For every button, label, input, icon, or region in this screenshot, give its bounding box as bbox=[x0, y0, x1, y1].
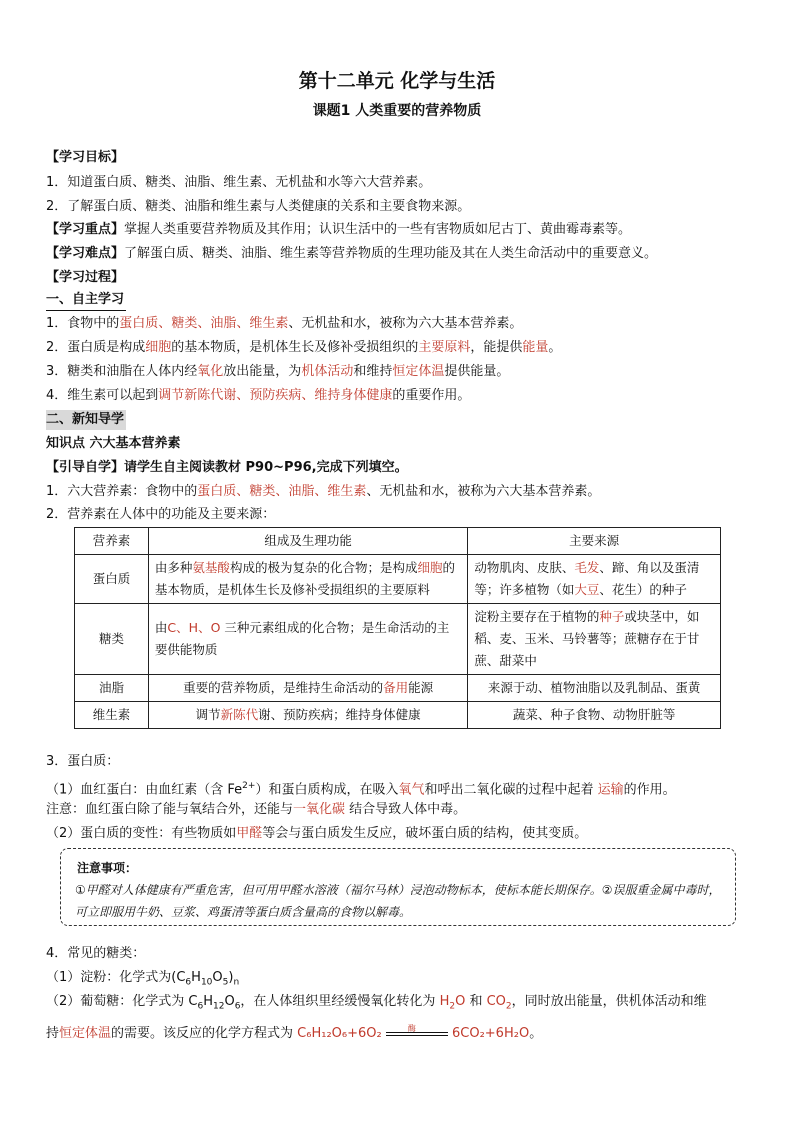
text: 三种元素组成的化合物；是生命活动的主要供能物质 bbox=[154, 620, 450, 657]
text: 、 bbox=[236, 388, 250, 403]
answer-text: O bbox=[210, 620, 221, 635]
nutrient-table bbox=[74, 527, 721, 729]
text: ) bbox=[228, 970, 234, 985]
text: 、 bbox=[275, 484, 289, 499]
answer-text: 大豆 bbox=[574, 582, 600, 597]
text: 、 bbox=[176, 620, 189, 635]
new-study-line-1 bbox=[46, 482, 600, 502]
answer-text: H bbox=[188, 620, 199, 635]
key-label: 【学习重点】 bbox=[46, 222, 125, 237]
text: 重要的营养物质，是维持生命活动的 bbox=[183, 680, 384, 695]
text: H bbox=[203, 994, 213, 1009]
text: 提供能量。 bbox=[444, 364, 510, 379]
self-study-line-2 bbox=[46, 338, 561, 358]
source-cell bbox=[468, 604, 721, 675]
table-row bbox=[75, 555, 721, 604]
answer-text: H bbox=[439, 994, 450, 1009]
text: ）和蛋白质构成，在吸入 bbox=[255, 782, 399, 798]
reaction-arrow bbox=[386, 1023, 448, 1039]
answer-text: 糖类 bbox=[249, 484, 276, 499]
nutrient-name: 蛋白质 bbox=[75, 555, 149, 604]
answer-text: 蛋白质 bbox=[197, 484, 237, 499]
answer-text: 调节新陈代谢 bbox=[158, 388, 237, 403]
text: 由 bbox=[154, 620, 168, 635]
answer-text: 机体活动 bbox=[301, 364, 354, 379]
self-study-heading: 一、自主学习 bbox=[46, 290, 126, 311]
text: 由多种 bbox=[154, 560, 193, 575]
text: （1）淀粉：化学式为(C bbox=[46, 970, 186, 985]
text: 的重要作用。 bbox=[392, 388, 471, 403]
text: 淀粉主要存在于植物的 bbox=[474, 609, 600, 624]
reaction-condition: 酶 bbox=[407, 1023, 416, 1033]
answer-text: 蛋白质 bbox=[119, 316, 159, 331]
answer-text: 细胞 bbox=[145, 340, 172, 355]
subscript: 6 bbox=[234, 1001, 241, 1012]
nutrient-name: 油脂 bbox=[75, 675, 149, 702]
text: 、 bbox=[197, 316, 211, 331]
answer-text: 运输 bbox=[597, 782, 624, 798]
difficult-points bbox=[46, 244, 657, 264]
answer-text: 甲醛 bbox=[236, 826, 263, 841]
answer-text: 维生素 bbox=[249, 316, 289, 331]
table-row bbox=[75, 702, 721, 729]
answer-text: 恒定体温 bbox=[392, 364, 445, 379]
text: （2）葡萄糖：化学式为 C bbox=[46, 994, 198, 1009]
table-header: 组成及生理功能 bbox=[148, 528, 467, 555]
table-row bbox=[75, 604, 721, 675]
answer-text: 预防疾病 bbox=[249, 388, 302, 403]
text: 持 bbox=[46, 1026, 60, 1041]
subscript: 10 bbox=[200, 977, 213, 988]
text: 1．食物中的 bbox=[46, 316, 120, 331]
goal-item: 2．了解蛋白质、糖类、油脂和维生素与人类健康的关系和主要食物来源。 bbox=[46, 199, 471, 214]
difficulty-text: 了解蛋白质、糖类、油脂、维生素等营养物质的生理功能及其在人类生命活动中的重要意义。 bbox=[124, 246, 658, 261]
text: ，在人体组织里经缓慢氧化转化为 bbox=[240, 994, 440, 1009]
text: 、 bbox=[236, 484, 250, 499]
text: 注意：血红蛋白除了能与氧结合外，还能与 bbox=[46, 802, 294, 817]
table-row bbox=[75, 675, 721, 702]
text: 、花生）的种子 bbox=[599, 582, 687, 597]
text: 能源 bbox=[408, 680, 434, 695]
new-study-line-2: 2．营养素在人体中的功能及主要来源： bbox=[46, 507, 276, 522]
subscript: 6 bbox=[197, 1001, 204, 1012]
function-cell bbox=[148, 675, 467, 702]
text: 4．维生素可以起到 bbox=[46, 388, 159, 403]
guide-text: 【引导自学】请学生自主阅读教材 P90~P96,完成下列填空。 bbox=[46, 460, 408, 475]
knowledge-point: 知识点 六大基本营养素 bbox=[46, 436, 181, 451]
answer-text: O bbox=[455, 994, 466, 1009]
protein-line-1 bbox=[46, 776, 676, 800]
equation-reactants: C₆H₁₂O₆+6O₂ bbox=[297, 1026, 382, 1041]
protein-note bbox=[46, 800, 466, 820]
answer-text: 细胞 bbox=[417, 560, 443, 575]
text: （1）血红蛋白：由血红素（含 Fe bbox=[46, 782, 243, 798]
key-text: 掌握人类重要营养物质及其作用；认识生活中的一些有害物质如尼古丁、黄曲霉毒素等。 bbox=[124, 222, 632, 237]
text: ，能提供 bbox=[470, 340, 523, 355]
notice-title: 注意事项： bbox=[77, 861, 138, 875]
answer-text: 氧气 bbox=[398, 782, 425, 798]
text: H bbox=[191, 970, 201, 985]
answer-text: 氨基酸 bbox=[192, 560, 230, 575]
text: 1．六大营养素：食物中的 bbox=[46, 484, 198, 499]
text: ，同时放出能量，供机体活动和维 bbox=[511, 994, 707, 1009]
new-study-heading: 二、新知导学 bbox=[46, 410, 126, 430]
table-header: 主要来源 bbox=[468, 528, 721, 555]
protein-heading: 3．蛋白质： bbox=[46, 754, 120, 769]
subscript: 5 bbox=[222, 977, 229, 988]
sugar-line-3 bbox=[46, 1024, 542, 1044]
text: 、蹄、角以及蛋清等；许多植物（如 bbox=[474, 560, 700, 597]
function-cell bbox=[148, 702, 467, 729]
text: O bbox=[212, 970, 223, 985]
equation-products: 6CO₂+6H₂O bbox=[452, 1026, 530, 1041]
text: 的作用。 bbox=[623, 782, 676, 798]
nutrient-name: 维生素 bbox=[75, 702, 149, 729]
text: 和 bbox=[465, 994, 487, 1009]
source-cell bbox=[468, 555, 721, 604]
text: 调节 bbox=[195, 707, 221, 722]
subscript: 6 bbox=[185, 977, 192, 988]
text: 等会与蛋白质发生反应，破坏蛋白质的结构，使其变质。 bbox=[262, 826, 588, 841]
answer-text: C bbox=[167, 620, 177, 635]
answer-text: 主要原料 bbox=[418, 340, 471, 355]
answer-text: 糖类 bbox=[171, 316, 198, 331]
table-header-row bbox=[75, 528, 721, 555]
text: 动物肌肉、皮肤、 bbox=[474, 560, 575, 575]
answer-text: 维生素 bbox=[327, 484, 367, 499]
text: 、无机盐和水，被称为六大基本营养素。 bbox=[366, 484, 601, 499]
text: 、 bbox=[301, 388, 315, 403]
answer-text: 毛发 bbox=[574, 560, 600, 575]
page-title: 第十二单元 化学与生活 bbox=[298, 70, 496, 92]
self-study-line-1 bbox=[46, 314, 522, 334]
text: 。 bbox=[548, 340, 562, 355]
goals-heading: 【学习目标】 bbox=[46, 150, 125, 165]
text: 谢、预防疾病；维持身体健康 bbox=[258, 707, 421, 722]
protein-line-2 bbox=[46, 824, 587, 844]
text: 的基本物质，是机体生长及修补受损组织的 bbox=[171, 340, 419, 355]
function-cell bbox=[148, 555, 467, 604]
text: 3．糖类和油脂在人体内经 bbox=[46, 364, 198, 379]
text: （2）蛋白质的变性：有些物质如 bbox=[46, 826, 237, 841]
notice-box bbox=[60, 848, 736, 926]
self-study-line-4 bbox=[46, 386, 470, 406]
page-subtitle: 课题1 人类重要的营养物质 bbox=[312, 103, 482, 119]
table-header: 营养素 bbox=[75, 528, 149, 555]
text: 、 bbox=[236, 316, 250, 331]
subscript: n bbox=[233, 977, 240, 988]
text: 结合导致人体中毒。 bbox=[345, 802, 467, 817]
text: 、 bbox=[158, 316, 172, 331]
text: 、 bbox=[198, 620, 211, 635]
subscript: 2 bbox=[449, 1001, 456, 1012]
text: 和维持 bbox=[353, 364, 393, 379]
text: 的需要。该反应的化学方程式为 bbox=[111, 1026, 298, 1041]
text: O bbox=[224, 994, 235, 1009]
nutrient-name: 糖类 bbox=[75, 604, 149, 675]
text: 。 bbox=[529, 1026, 543, 1041]
notice-body: ①甲醛对人体健康有严重危害，但可用甲醛水溶液（福尔马林）浸泡动物标本，使标本能长期保存。②误服重金属中毒时，可立即服用牛奶、豆浆、鸡蛋清等蛋白质含量高的食物以解毒。 bbox=[75, 883, 721, 919]
text: 放出能量，为 bbox=[223, 364, 302, 379]
subscript: 12 bbox=[213, 1001, 225, 1012]
text: 、无机盐和水，被称为六大基本营养素。 bbox=[288, 316, 523, 331]
text: 构成的极为复杂的化合物；是构成 bbox=[229, 560, 418, 575]
answer-text: 备用 bbox=[383, 680, 409, 695]
text: 2．蛋白质是构成 bbox=[46, 340, 146, 355]
source-cell: 蔬菜、种子食物、动物肝脏等 bbox=[468, 702, 721, 729]
text: 或块茎中，如稻、麦、玉米、马铃薯等；蔗糖存在于甘蔗、甜菜中 bbox=[474, 609, 700, 668]
difficulty-label: 【学习难点】 bbox=[46, 246, 125, 261]
sugar-heading: 4．常见的糖类： bbox=[46, 946, 146, 961]
answer-text: 恒定体温 bbox=[59, 1026, 112, 1041]
answer-text: 能量 bbox=[522, 340, 549, 355]
text: 、 bbox=[314, 484, 328, 499]
self-study-line-3 bbox=[46, 362, 509, 382]
answer-text: 新陈代 bbox=[220, 707, 259, 722]
answer-text: 油脂 bbox=[288, 484, 315, 499]
key-points bbox=[46, 220, 631, 240]
sugar-line-1 bbox=[46, 968, 239, 993]
text: 的基本物质，是机体生长及修补受损组织的主要原料 bbox=[154, 560, 455, 597]
answer-text: 一氧化碳 bbox=[293, 802, 346, 817]
answer-text: 种子 bbox=[599, 609, 625, 624]
superscript: 2+ bbox=[242, 781, 256, 791]
answer-text: 油脂 bbox=[210, 316, 237, 331]
subscript: 2 bbox=[505, 1001, 512, 1012]
goal-item: 1．知道蛋白质、糖类、油脂、维生素、无机盐和水等六大营养素。 bbox=[46, 175, 432, 190]
answer-text: CO bbox=[486, 994, 506, 1009]
function-cell bbox=[148, 604, 467, 675]
sugar-line-2 bbox=[46, 992, 707, 1017]
text: 和呼出二氧化碳的过程中起着 bbox=[424, 782, 598, 798]
process-heading: 【学习过程】 bbox=[46, 270, 125, 285]
source-cell: 来源于动、植物油脂以及乳制品、蛋黄 bbox=[468, 675, 721, 702]
answer-text: 维持身体健康 bbox=[314, 388, 393, 403]
answer-text: 氧化 bbox=[197, 364, 224, 379]
